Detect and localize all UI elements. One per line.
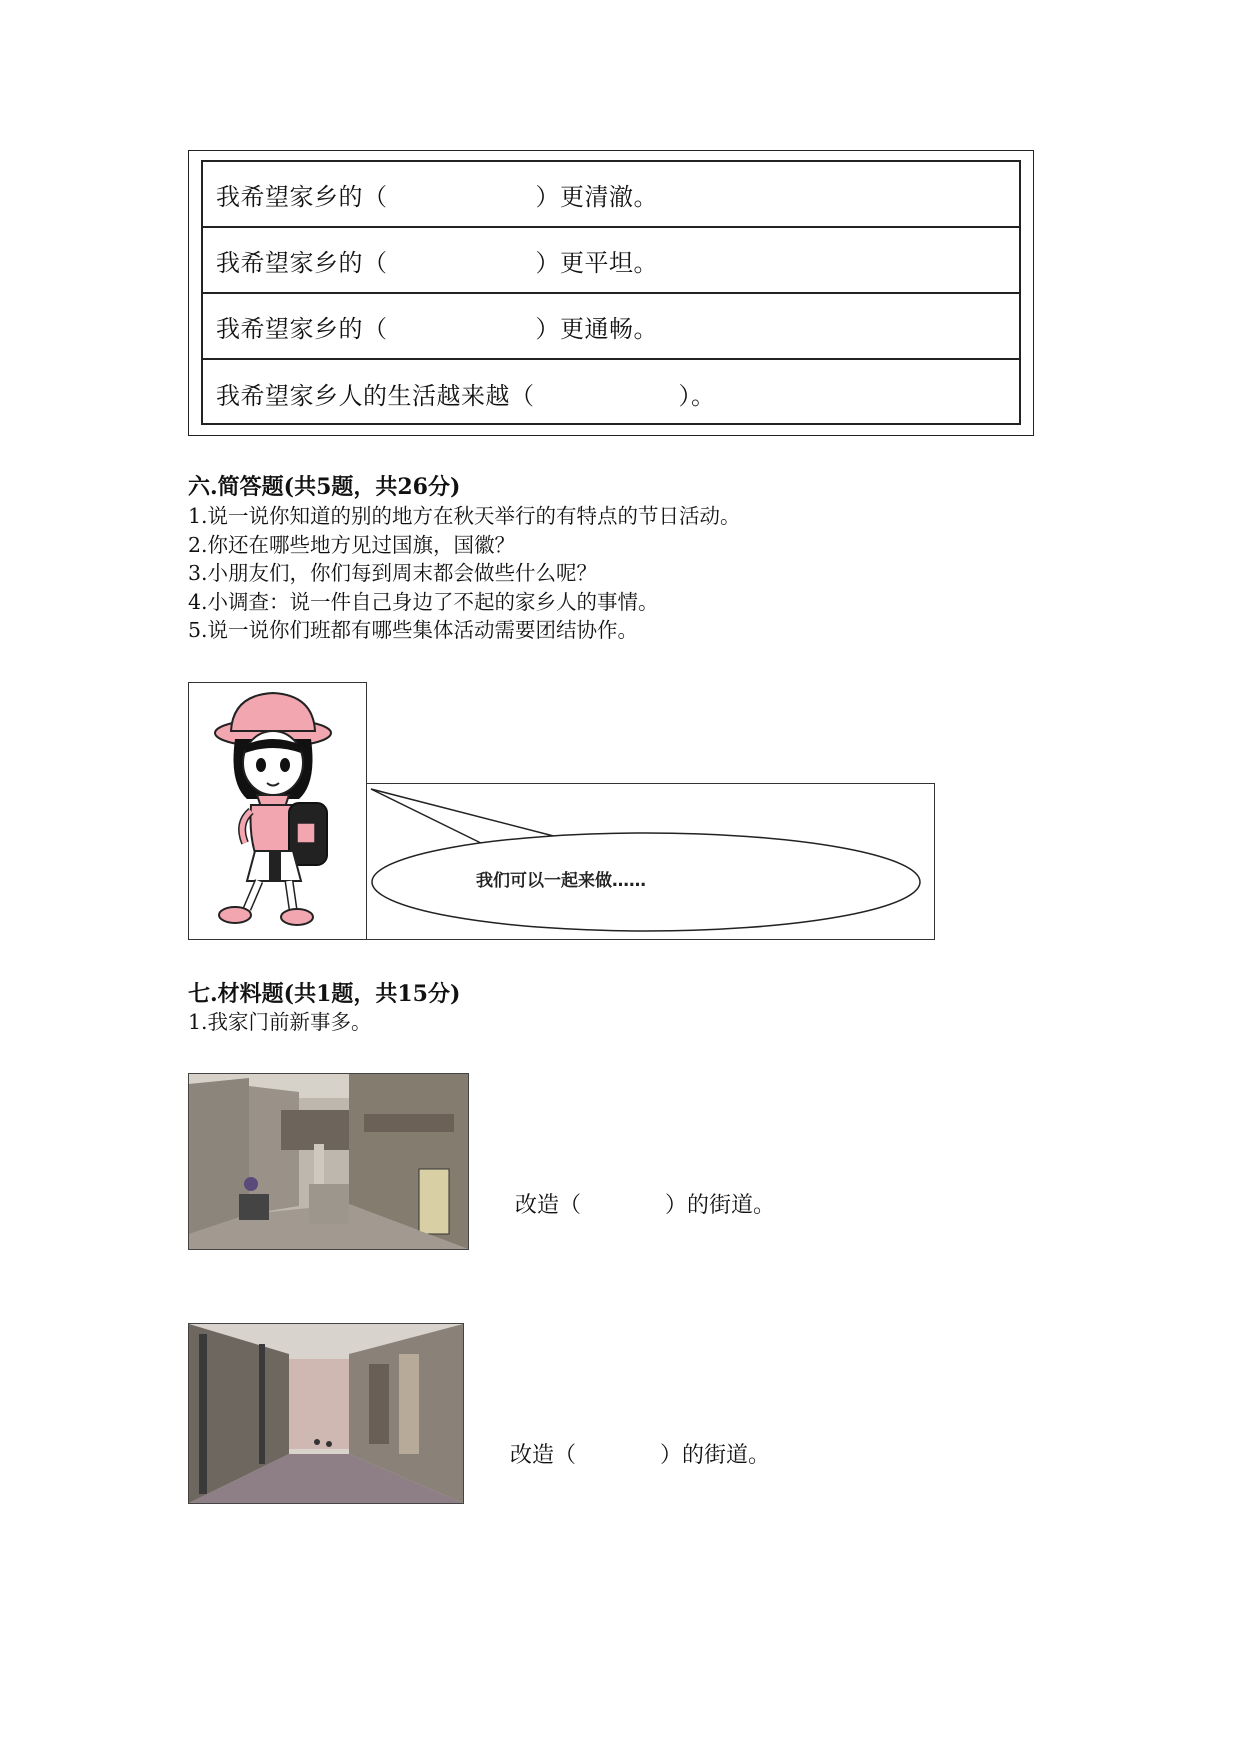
hope-table	[201, 160, 1021, 425]
row-prefix: 我希望家乡的（	[216, 314, 388, 343]
question-item: 3.小朋友们，你们每到周末都会做些什么呢？	[188, 561, 598, 585]
caption-suffix: ）的街道。	[665, 1193, 776, 1218]
section-7-questions	[188, 1008, 372, 1037]
question-item: 5.说一说你们班都有哪些集体活动需要团结协作。	[188, 618, 639, 642]
question-item: 2.你还在哪些地方见过国旗，国徽？	[188, 532, 516, 557]
row-prefix: 我希望家乡的（	[216, 182, 388, 211]
girl-illustration	[188, 682, 367, 940]
row-suffix: ）更清澈。	[535, 182, 658, 211]
old-street-photo	[188, 1073, 469, 1250]
speech-bubble	[367, 784, 934, 939]
section-6-title: 六.简答题(共5题，共26分)	[188, 474, 461, 500]
speech-text: 我们可以一起来做……	[476, 871, 646, 891]
question-item: 1.我家门前新事多。	[188, 1010, 372, 1034]
row-prefix: 我希望家乡人的生活越来越（	[216, 381, 535, 410]
row-suffix: ）更通畅。	[535, 314, 658, 343]
caption-prefix: 改造（	[510, 1443, 577, 1468]
section-7-title: 七.材料题(共1题，共15分)	[188, 981, 461, 1007]
new-street-photo	[188, 1323, 464, 1504]
table-row	[203, 228, 1019, 294]
row-prefix: 我希望家乡的（	[216, 248, 388, 277]
speech-box	[366, 783, 935, 940]
row-suffix: ）更平坦。	[535, 248, 658, 277]
caption-suffix: ）的街道。	[660, 1443, 771, 1468]
table-row	[203, 294, 1019, 360]
table-row	[203, 162, 1019, 228]
caption-old-street	[515, 1188, 775, 1219]
question-item: 4.小调查：说一件自己身边了不起的家乡人的事情。	[188, 589, 659, 614]
girl-drawing	[189, 683, 366, 939]
question-item: 1.说一说你知道的别的地方在秋天举行的有特点的节日活动。	[188, 504, 741, 528]
table-row	[203, 360, 1019, 426]
caption-prefix: 改造（	[515, 1193, 582, 1218]
row-suffix: ）。	[678, 381, 716, 410]
caption-new-street	[510, 1438, 770, 1469]
section-6-questions	[188, 502, 741, 645]
